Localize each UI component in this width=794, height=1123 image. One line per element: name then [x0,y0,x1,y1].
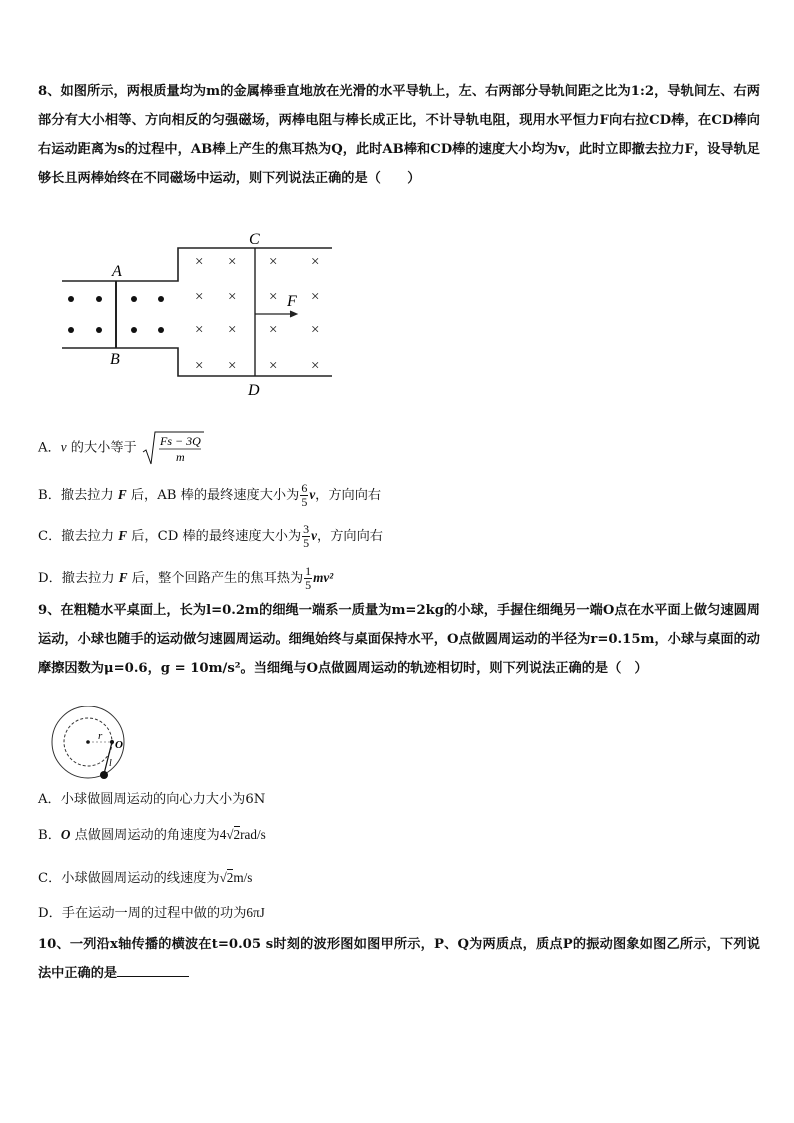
sqrt-expression [141,430,205,466]
label-b: B [110,351,120,368]
label-r: r [98,730,103,742]
svg-text:×: × [311,358,320,374]
question-10-stem: 10、一列沿x轴传播的横波在t=0.05 s时刻的波形图如图甲所示，P、Q为两质点，质点P的振动图象如图乙所示，下列说法中正确的是 [38,937,760,981]
q8-option-d: D．撤去拉力 F 后，整个回路产生的焦耳热为 $\frac{1}{5}$ mv² [38,564,334,592]
svg-text:×: × [269,289,278,305]
label-f: F [287,293,297,310]
svg-text:×: × [269,322,278,338]
svg-text:×: × [311,289,320,305]
q8-option-b: B．撤去拉力 F 后，AB 棒的最终速度大小为 $\frac{6}{5}$ v，方向向右 [38,481,382,509]
svg-text:×: × [228,254,237,270]
svg-text:×: × [228,289,237,305]
svg-text:×: × [195,358,204,374]
q9-option-d: D．手在运动一周的过程中做的功为6πJ [38,905,265,921]
svg-text:×: × [228,322,237,338]
q9-option-c: C．小球做圆周运动的线速度为√2m/s [38,870,253,886]
question-9-stem: 9、在粗糙水平桌面上，长为l=0.2m的细绳一端系一质量为m=2kg的小球，手握住细绳另一端O点在水平面上做匀速圆周运动，小球也随手的运动做匀速圆周运动。细绳始终与桌面保持水平，O点做圆周运动的半径为r=0.15m，小球与桌面的动摩擦因数为μ=0.6，g = 10m/s²。当细绳与O点做圆周运动的轨迹相切时，则下列说法正确的是（ ） [38,603,760,676]
question-8-stem: 8、如图所示，两根质量均为m的金属棒垂直地放在光滑的水平导轨上，左、右两部分导轨间距之比为1:2，导轨间左、右两部分有大小相等、方向相反的匀强磁场，两棒电阻与棒长成正比，不计导轨电阻，现用水平恒力F向右拉CD棒，在CD棒向右运动距离为s的过程中，AB棒上产生的焦耳热为Q，此时AB棒和CD棒的速度大小均为v，此时立即撤去拉力F，设导轨足够长且两棒始终在不同磁场中运动，则下列说法正确的是（ ） [38,84,760,186]
label-o: O [115,739,123,751]
label-d: D [248,382,260,399]
svg-text:×: × [195,254,204,270]
label-c: C [249,231,260,248]
svg-text:×: × [311,254,320,270]
q8-option-a: A．v 的大小等于 Fs − 3Q m [38,430,205,466]
question-8-figure [58,228,338,400]
q9-option-b: B．O 点做圆周运动的角速度为4√2rad/s [38,827,266,843]
q8-option-c: C．撤去拉力 F 后，CD 棒的最终速度大小为 $\frac{3}{5}$ v，方向向右 [38,522,383,550]
svg-text:×: × [228,358,237,374]
question-9-figure [42,706,132,786]
label-l: l [109,758,112,769]
svg-text:×: × [311,322,320,338]
svg-text:×: × [195,322,204,338]
svg-text:×: × [269,254,278,270]
svg-text:Fs − 3Q: Fs − 3Q [159,434,201,448]
label-a: A [112,263,122,280]
svg-text:×: × [269,358,278,374]
answer-blank[interactable] [117,962,189,977]
svg-text:m: m [175,450,185,464]
svg-text:×: × [195,289,204,305]
q9-option-a: A．小球做圆周运动的向心力大小为6N [38,792,266,807]
